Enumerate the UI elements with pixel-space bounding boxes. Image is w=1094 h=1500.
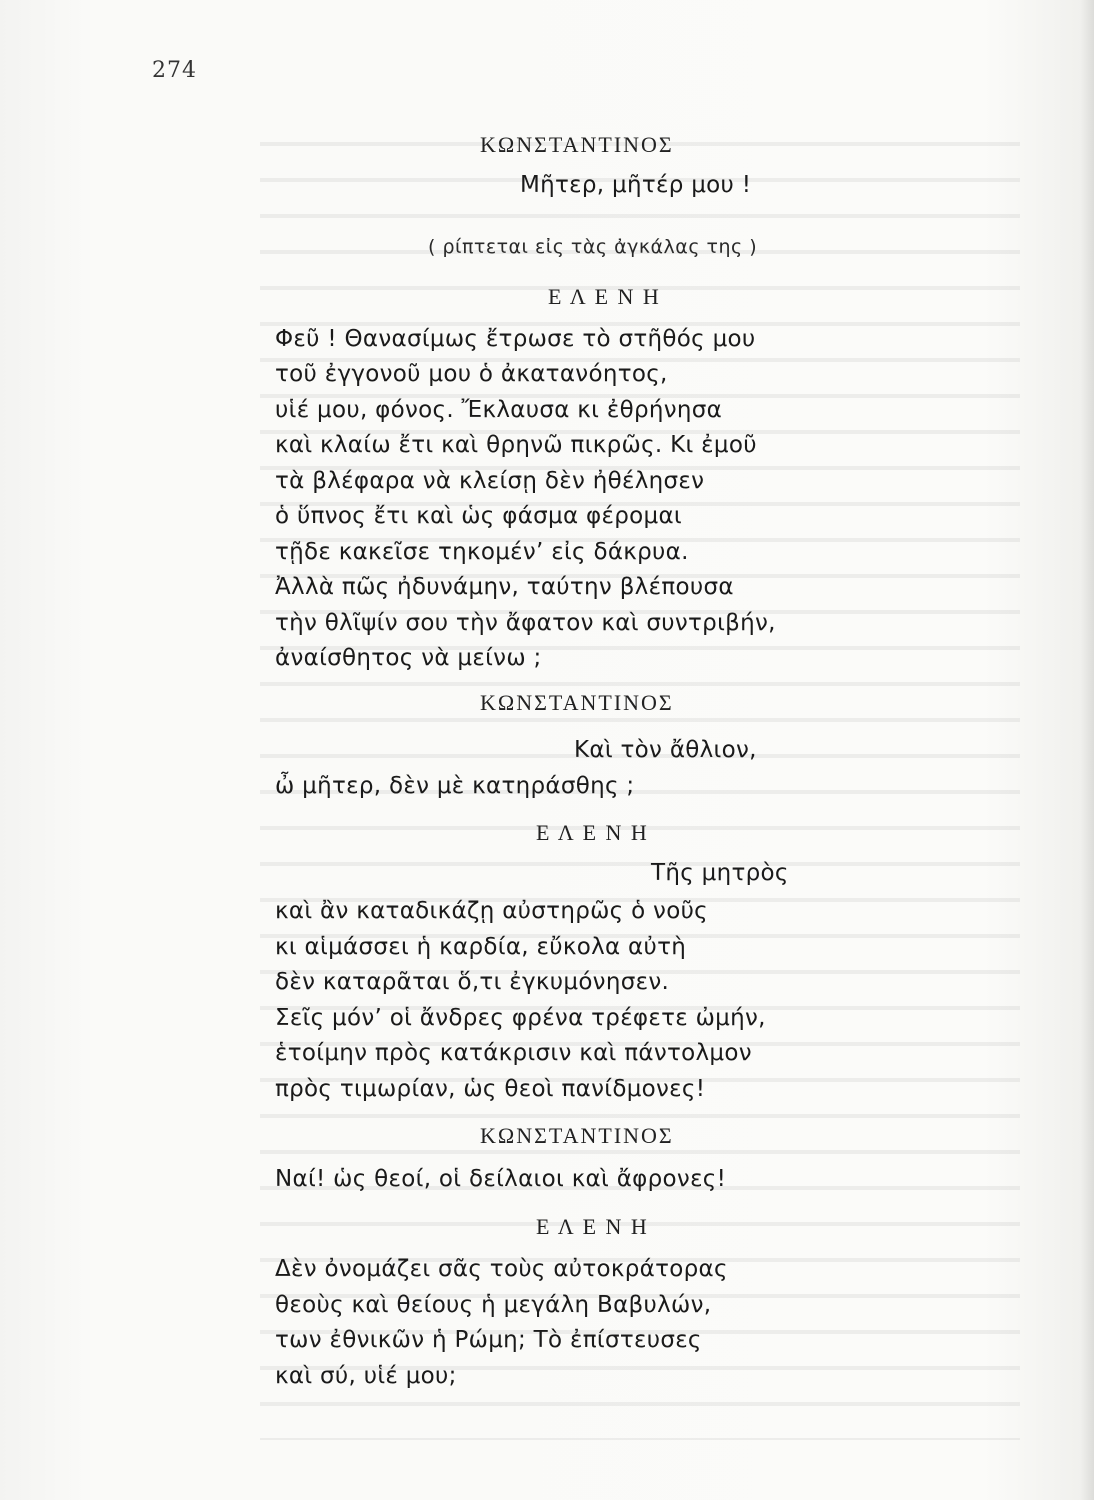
verse-line: τὴν θλῖψίν σου τὴν ἄφατον καὶ συντριβήν, [275, 610, 776, 636]
verse-line: Ναί! ὡς θεοί, οἱ δείλαιοι καὶ ἄφρονες! [275, 1166, 727, 1192]
verse-line: Δὲν ὀνομάζει σᾶς τοὺς αὐτοκράτορας [275, 1256, 728, 1282]
verse-line: Μῆτερ, μῆτέρ μου ! [520, 172, 752, 198]
verse-line: Φεῦ ! Θανασίμως ἔτρωσε τὸ στῆθός μου [275, 326, 756, 352]
stage-direction: ( ρίπτεται εἰς τὰς ἀγκάλας της ) [428, 236, 758, 258]
speaker-name: Ε Λ Ε Ν Η [536, 1214, 649, 1239]
page-edge-shadow [1080, 0, 1094, 1500]
verse-line: Σεῖς μόν’ οἱ ἄνδρες φρένα τρέφετε ὠμήν, [275, 1005, 766, 1031]
verse-line: τῇδε κακεῖσε τηκομέν’ εἰς δάκρυα. [275, 539, 689, 565]
verse-line: καὶ κλαίω ἔτι καὶ θρηνῶ πικρῶς. Κι ἐμοῦ [275, 432, 757, 458]
speaker-name: ΚΩΝΣΤΑΝΤΙΝΟΣ [480, 132, 674, 157]
verse-line: ἑτοίμην πρὸς κατάκρισιν καὶ πάντολμον [275, 1040, 752, 1066]
verse-line: καὶ σύ, υἱέ μου; [275, 1363, 457, 1389]
verse-line: Τῆς μητρὸς [651, 860, 789, 886]
speaker-name: ΚΩΝΣΤΑΝΤΙΝΟΣ [480, 690, 674, 715]
verse-line: καὶ ἂν καταδικάζῃ αὐστηρῶς ὁ νοῦς [275, 898, 708, 924]
verse-line: κι αἱμάσσει ἡ καρδία, εὔκολα αὐτὴ [275, 934, 687, 960]
verse-line: ὦ μῆτερ, δὲν μὲ κατηράσθης ; [275, 773, 635, 799]
verse-line: υἱέ μου, φόνος. Ἔκλαυσα κι ἐθρήνησα [275, 397, 723, 423]
page-number: 274 [152, 58, 197, 83]
verse-line: δὲν καταρᾶται ὅ,τι ἐγκυμόνησεν. [275, 969, 670, 995]
speaker-name: Ε Λ Ε Ν Η [536, 820, 649, 845]
verse-line: πρὸς τιμωρίαν, ὡς θεοὶ πανίδμονες! [275, 1076, 706, 1102]
speaker-name: ΚΩΝΣΤΑΝΤΙΝΟΣ [480, 1123, 674, 1148]
verse-line: τοῦ ἐγγονοῦ μου ὁ ἀκατανόητος, [275, 361, 668, 387]
speaker-name: Ε Λ Ε Ν Η [548, 284, 661, 309]
verse-line: θεοὺς καὶ θείους ἡ μεγάλη Βαβυλών, [275, 1292, 712, 1318]
verse-line: Καὶ τὸν ἄθλιον, [574, 737, 757, 763]
verse-line: ὁ ὕπνος ἔτι καὶ ὡς φάσμα φέρομαι [275, 503, 682, 529]
verse-line: τὰ βλέφαρα νὰ κλείσῃ δὲν ἠθέλησεν [275, 468, 705, 494]
verse-line: ἀναίσθητος νὰ μείνω ; [275, 645, 542, 671]
verse-line: των ἐθνικῶν ἡ Ρώμη; Τὸ ἐπίστευσες [275, 1327, 702, 1353]
verse-line: Ἀλλὰ πῶς ἠδυνάμην, ταύτην βλέπουσα [275, 574, 734, 600]
